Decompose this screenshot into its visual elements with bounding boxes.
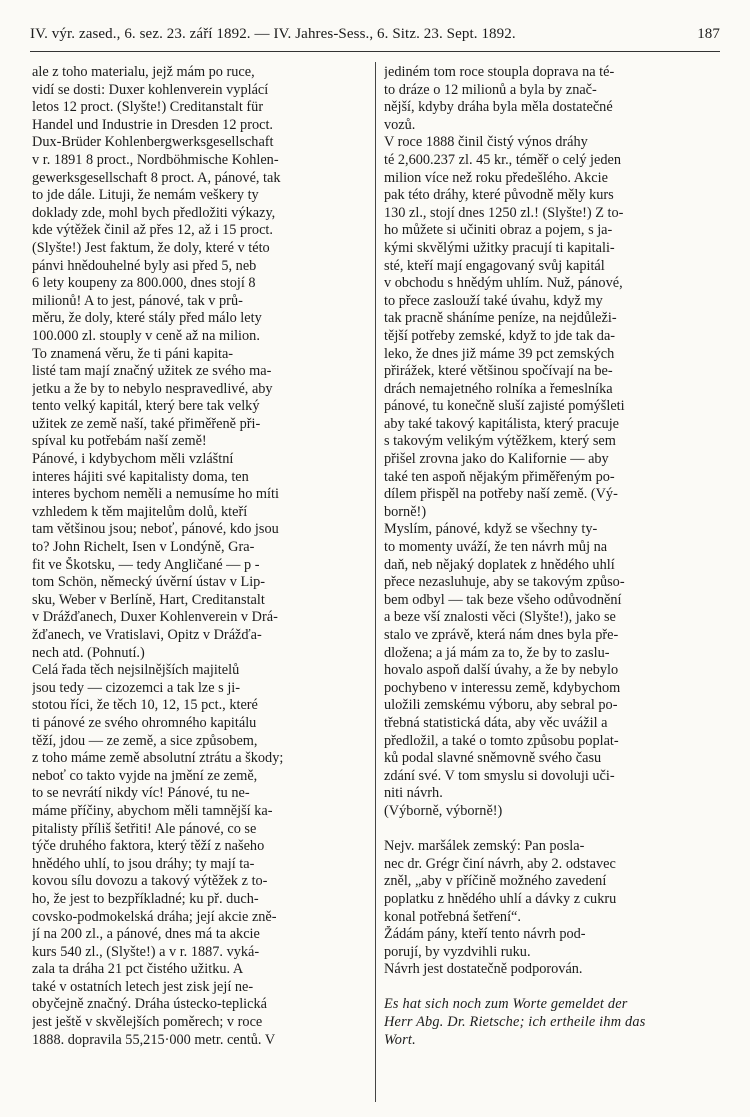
text-line: (Výborně, výborně!): [384, 802, 503, 819]
text-line: nější, kdyby dráha byla měla dostatečné: [384, 99, 613, 116]
text-line: a beze vší znalosti věci (Slyšte!), jako se: [384, 609, 616, 626]
text-line: přišel zrovna jako do Kalifornie — aby: [384, 451, 609, 468]
text-line: neboť co takto vyjde na jmění ze země,: [32, 767, 258, 784]
text-line: letos 12 proct. (Slyšte!) Creditanstalt für: [32, 99, 264, 116]
text-line: ti pánové ze svého ohromného kapitálu: [32, 714, 257, 731]
text-line: aby také takový kapitálista, který pracuje: [384, 415, 620, 432]
text-line: 1888. dopravila 55,215·000 metr. centů. V: [32, 1031, 276, 1048]
page-number: 187: [697, 26, 720, 42]
text-line: Herr Abg. Dr. Rietsche; ich ertheile ihm das: [384, 1014, 646, 1031]
text-line: zdání své. V tom smyslu si dovoluji uči-: [384, 767, 615, 784]
text-line: předložil, a také o tomto způsobu poplat-: [384, 732, 619, 749]
text-line: také v ostatních letech jest zisk její ne-: [32, 978, 254, 995]
text-line: niti návrh.: [384, 785, 443, 802]
text-line: Nejv. maršálek zemský: Pan posla-: [384, 838, 585, 855]
text-line: přirážek, které většinou spočívají na be-: [384, 363, 613, 380]
text-line: tento velký kapitál, který bere tak velký: [32, 398, 260, 415]
text-line: máme příčiny, abychom měli tamnější ka-: [32, 802, 273, 819]
text-line: týče druhého faktora, který těží z našeho: [32, 838, 265, 855]
text-line: vzhledem k těm majitelům dolů, kteří: [32, 503, 248, 520]
text-line: dílem přispěl na potřeby naší země. (Vý-: [384, 486, 618, 503]
text-line: to dráze o 12 milionů a byla by znač-: [384, 81, 597, 98]
text-line: gewerksgesellschaft 8 proct. A, pánové, tak: [32, 169, 281, 186]
text-line: [384, 821, 718, 839]
text-line: Návrh jest dostatečně podporován.: [384, 961, 583, 978]
text-line: Dux-Brüder Kohlenbergwerksgesellschaft: [32, 134, 274, 151]
text-line: měru, že doly, které stály před málo lety: [32, 310, 262, 327]
text-line: Handel und Industrie in Dresden 12 proct.: [32, 116, 274, 133]
text-line: zala ta dráha 21 pct čistého užitku. A: [32, 961, 244, 978]
text-line: ho můžete si učiniti obraz a pojem, s ja-: [384, 222, 613, 239]
text-line: milion více než roku předešlého. Akcie: [384, 169, 608, 186]
text-line: zněl, „aby v příčině možného zavedení: [384, 873, 607, 890]
text-line: ků podal slavné sněmovně svého času: [384, 750, 602, 767]
text-line: sku, Weber v Berlíně, Hart, Creditanstalt: [32, 591, 265, 608]
text-line: pochybeno v interessu země, kdybychom: [384, 679, 621, 696]
text-line: 100.000 zl. stouply v ceně až na milion.: [32, 327, 260, 344]
text-line: přece nezasluhuje, aby se takovým způso-: [384, 574, 625, 591]
text-line: 130 zl., stojí dnes 1250 zl.! (Slyšte!) Z to-: [384, 204, 624, 221]
text-line: borně!): [384, 503, 427, 520]
header-title: IV. výr. zased., 6. sez. 23. září 1892. — IV. Jahres-Sess., 6. Sitz. 23. Sept. 1892.: [30, 26, 516, 42]
text-line: covsko-podmokelská dráha; její akcie zně-: [32, 908, 277, 925]
text-line: interes bychom neměli a nemusíme ho míti: [32, 486, 279, 503]
column-divider: [375, 62, 376, 1102]
text-line: To znamená věru, že ti páni kapita-: [32, 345, 234, 362]
text-line: vozů.: [384, 116, 416, 133]
text-line: pak této dráhy, které původně měly kurs: [384, 187, 614, 204]
text-line: drách nemajetného rolníka a řemeslníka: [384, 380, 613, 397]
text-line: uložili zemskému výboru, aby sebral po-: [384, 697, 618, 714]
text-line: kými skvělými užitky pracují ti kapitali-: [384, 239, 615, 256]
text-line: hovalo aspoň další úvahy, a že by nebylo: [384, 662, 619, 679]
text-line: to momenty uváží, že ten návrh můj na: [384, 539, 608, 556]
text-line: vidí se dosti: Duxer kohlenverein vyplácí: [32, 81, 269, 98]
text-line: užitek ze země naší, také přiměřeně při-: [32, 415, 261, 432]
text-line: Myslím, pánové, když se všechny ty-: [384, 521, 598, 538]
text-line: doklady zde, mohl bych předložiti výkazy,: [32, 204, 276, 221]
text-line: to? John Richelt, Isen v Londýně, Gra-: [32, 539, 255, 556]
text-line: Žádám pány, kteří tento návrh pod-: [384, 926, 586, 943]
text-line: tější potřeby zemské, když to jde tak da-: [384, 327, 616, 344]
text-line: bem odbyl — tak beze všeho odůvodnění: [384, 591, 622, 608]
text-line: to se nevrátí nikdy víc! Pánové, tu ne-: [32, 785, 250, 802]
text-line: daň, neb nějaký doplatek z hnědého uhlí: [384, 556, 615, 573]
text-line: v obchodu s hnědým uhlím. Nuž, pánové,: [384, 275, 623, 292]
text-line: ale z toho materialu, jejž mám po ruce,: [32, 64, 255, 80]
text-line: kde výtěžek činil až přes 12, až i 15 proct.: [32, 222, 273, 239]
text-line: Wort.: [384, 1031, 416, 1048]
text-line: tak pracně sháníme peníze, na nejdůleži-: [384, 310, 617, 327]
text-line: fit ve Škotsku, — tedy Angličané — p -: [32, 556, 260, 573]
text-line: jsou tedy — cizozemci a tak lze s ji-: [32, 679, 241, 696]
text-line: těží, jdou — ze země, a sice způsobem,: [32, 732, 258, 749]
text-line: spíval ku potřebám naší země!: [32, 433, 207, 450]
text-line: kovou sílu dovozu a takový výtěžek z to-: [32, 873, 268, 890]
text-line: také ten aspoň nějakým přiměřeným po-: [384, 468, 615, 485]
text-line: porují, by vyzdvihli ruku.: [384, 943, 531, 960]
text-line: v Drážďanech, Duxer Kohlenverein v Drá-: [32, 609, 278, 626]
text-line: jetku a že by to nebylo nespravedlivé, aby: [32, 380, 273, 397]
text-line: v r. 1891 8 proct., Nordböhmische Kohlen-: [32, 151, 279, 168]
text-line: stotou říci, že těch 10, 12, 15 pct., které: [32, 697, 258, 714]
text-line: s takovým velikým výtěžkem, který sem: [384, 433, 616, 450]
text-line: to přece zaslouží také úvahu, když my: [384, 292, 603, 309]
text-line: konal potřebná šetření“.: [384, 908, 521, 925]
text-line: milionů! A to jest, pánové, tak v prů-: [32, 292, 243, 309]
text-line: té 2,600.237 zl. 45 kr., téměř o celý jeden: [384, 151, 622, 168]
text-line: [384, 979, 718, 997]
text-line: pitalisty příliš šetřiti! Ale pánové, co se: [32, 820, 257, 837]
text-line: poplatku z hnědého uhlí a dávky z cukru: [384, 890, 617, 907]
text-line: Pánové, i kdybychom měli vzláštní: [32, 451, 234, 468]
text-line: jediném tom roce stoupla doprava na té-: [384, 64, 615, 80]
right-column: [384, 64, 718, 1049]
text-line: hnědého uhlí, to jsou dráhy; ty mají ta-: [32, 855, 255, 872]
text-line: z toho máme země absolutní ztrátu a škody;: [32, 750, 284, 767]
text-line: pánvi hnědouhelné byly asi před 5, neb: [32, 257, 257, 274]
text-line: ho, že jest to bezpříkladné; ku př. duch-: [32, 890, 259, 907]
text-line: Celá řada těch nejsilnějších majitelů: [32, 662, 240, 679]
text-line: třebná statistická dáta, aby věc uvážil a: [384, 714, 608, 731]
text-line: stalo ve zprávě, která nám dnes byla pře-: [384, 627, 619, 643]
text-line: žďanech, ve Vratislavi, Opitz v Drážďa-: [32, 627, 262, 643]
text-line: (Slyšte!) Jest faktum, že doly, které v této: [32, 239, 270, 256]
left-column: [32, 64, 370, 1049]
text-line: leko, že dnes již máme 39 pct zemských: [384, 345, 615, 362]
text-line: dložena; a já mám za to, že by to zaslu-: [384, 644, 610, 661]
text-line: jí na 200 zl., a pánové, dnes má ta akcie: [32, 926, 260, 943]
text-line: jest ještě v skvělejších poměrech; v roce: [32, 1014, 263, 1031]
text-line: tam většinou jsou; neboť, pánové, kdo jsou: [32, 521, 279, 538]
text-line: to jde dále. Lituji, že nemám veškery ty: [32, 187, 259, 204]
text-line: nech atd. (Pohnutí.): [32, 644, 145, 661]
text-line: V roce 1888 činil čistý výnos dráhy: [384, 134, 588, 151]
text-line: obyčejně značný. Dráha ústecko-teplická: [32, 996, 267, 1013]
running-header: [30, 26, 720, 52]
text-line: pánové, tu konečně sluší zajisté pomýšleti: [384, 398, 625, 415]
text-line: listé tam mají značný užitek ze svého ma-: [32, 363, 272, 380]
text-line: Es hat sich noch zum Worte gemeldet der: [384, 996, 628, 1013]
text-line: nec dr. Grégr činí návrh, aby 2. odstavec: [384, 855, 616, 872]
text-line: kurs 540 zl., (Slyšte!) a v r. 1887. vyká-: [32, 943, 260, 960]
text-line: interes hájiti své kapitalisty doma, ten: [32, 468, 249, 485]
text-line: sté, kteří mají engagovaný svůj kapitál: [384, 257, 605, 274]
text-line: 6 lety koupeny za 800.000, dnes stojí 8: [32, 275, 256, 292]
text-line: tom Schön, německý úvěrní ústav v Lip-: [32, 574, 266, 591]
